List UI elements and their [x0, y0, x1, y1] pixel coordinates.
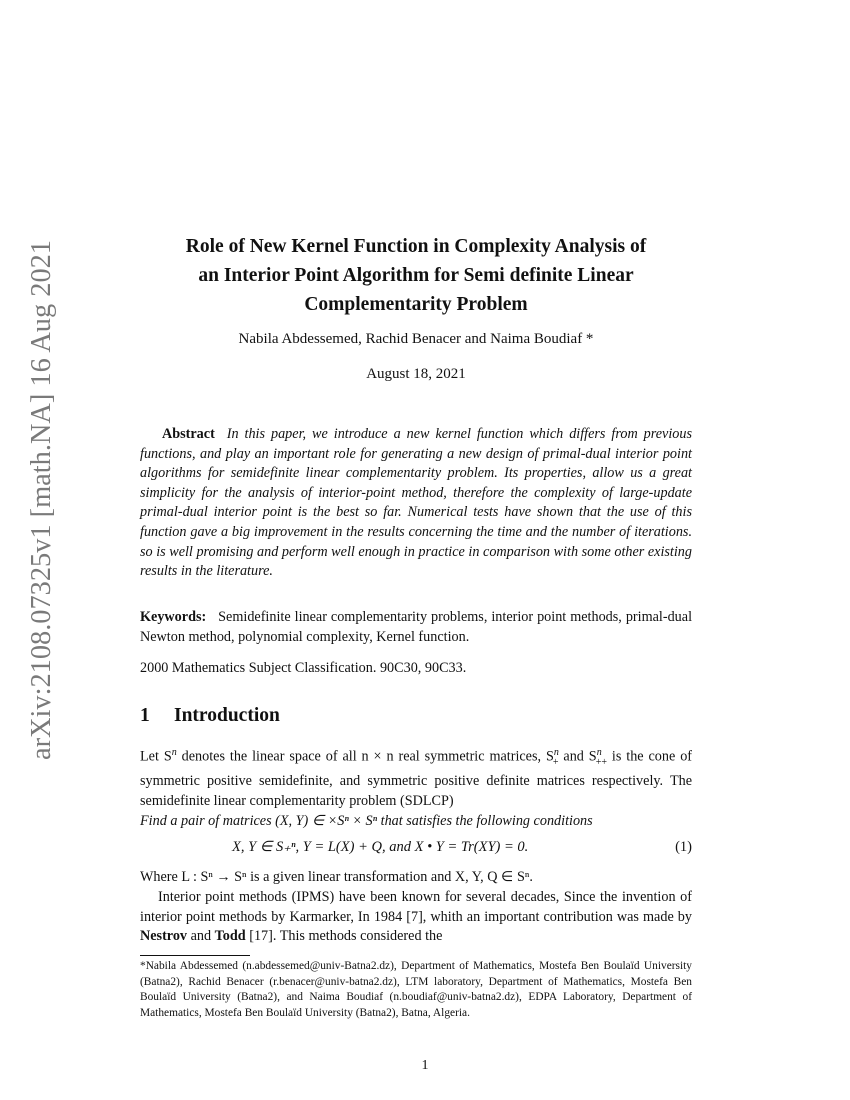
paper-title	[140, 232, 692, 319]
msc-classification: 2000 Mathematics Subject Classification. 90C30, 90C33.	[140, 660, 467, 676]
equation-1	[140, 839, 692, 861]
history-text-a: Interior point methods (IPMS) have been known for several decades, Since the invention of interior point methods by Karmarker, In 1984 [7], whith an important contribution was made by	[140, 888, 692, 925]
keywords-label: Keywords:	[140, 609, 207, 625]
history-and: and	[187, 928, 215, 945]
page-number: 1	[421, 1058, 429, 1073]
where-line: Where L : Sⁿ → Sⁿ is a given linear transformation and X, Y, Q ∈ Sⁿ.	[140, 869, 533, 885]
keywords	[140, 608, 692, 648]
title-line-2: an Interior Point Algorithm for Semi definite Linear	[198, 265, 634, 286]
title-line-1: Role of New Kernel Function in Complexity Analysis of	[185, 236, 647, 257]
ipm-history	[140, 888, 692, 947]
intro-text-b: denotes the linear space of all n × n real symmetric matrices, S	[176, 748, 554, 765]
title-line-3: Complementarity Problem	[304, 294, 528, 315]
author-nestrov: Nestrov	[140, 928, 188, 945]
date: August 18, 2021	[366, 366, 466, 382]
arxiv-sidebar-stamp	[20, 240, 60, 760]
abstract-text: In this paper, we introduce a new kernel function which differs from previous functions, and play an important role for generating a new design of primal-dual interior point algorithms for semidefinite linear complementarity problem. Its properties, allow us a great simplicity for the analysis of interior-point method, therefore the complexity of large-update primal-dual interior point is the best so far. Numerical tests have shown that the use of this function gave a big improvement in the results concerning the time and the number of iterations. so is well promising and perform well enough in practice in comparison with some other existing results in the literature.	[140, 426, 692, 580]
footnote: *Nabila Abdessemed (n.abdessemed@univ-Batna2.dz), Department of Mathematics, Mostefa Ben Boulaïd University (Batna2), Rachid Benacer (r.benacer@univ-batna2.dz), LTM laboratory, Department of Mathematics, Mostefa Ben Boulaïd University (Batna2), and Naima Boudiaf (n.boudiaf@univ-batna2.dz), EDPA Laboratory, Department of Mathematics, Mostefa Ben Boulaïd University (Batna2), Batna, Algeria.	[140, 960, 692, 1019]
intro-italic-statement: Find a pair of matrices (X, Y) ∈ ×Sⁿ × Sⁿ that satisfies the following conditions	[140, 812, 593, 829]
intro-text-c: and S	[558, 748, 597, 765]
intro-paragraph-2	[140, 868, 692, 947]
arxiv-stamp-svg	[20, 240, 60, 760]
author-todd: Todd	[214, 928, 246, 945]
section-heading	[140, 705, 692, 727]
section-number: 1	[140, 705, 150, 726]
equation-number: (1)	[675, 839, 692, 855]
abstract-label: Abstract	[162, 426, 215, 442]
section-title: Introduction	[174, 705, 280, 726]
equation-body: X, Y ∈ S₊ⁿ, Y = L(X) + Q, and X • Y = Tr(XY) = 0.	[232, 839, 529, 855]
intro-paragraph-1: Let $S^n$ denotes the linear space of all n × n real symmetric matrices, $S^n_+$ and $S^n_{++}$ is the cone of symmetric positive semidefinite, and symmetric positive definite matrices respectively. The semidefinite linear complementarity problem (SDLCP) Find a pair of matrices (X, Y) ∈ ×Sⁿ × Sⁿ that satisfies the following conditions	[140, 747, 693, 829]
intro-text-a: Let S	[140, 748, 172, 765]
history-text-b: [17]. This methods considered the	[245, 928, 443, 945]
footnote-rule	[140, 955, 250, 956]
intro-text-d: is the cone of symmetric positive semidefinite, and symmetric positive definite matrices respectively. The semidefinite linear complementarity problem (SDLCP)	[140, 748, 693, 810]
keywords-text: Semidefinite linear complementarity problems, interior point methods, primal-dual Newton method, polynomial complexity, Kernel function.	[140, 609, 693, 645]
authors: Nabila Abdessemed, Rachid Benacer and Naima Boudiaf *	[238, 331, 594, 347]
arxiv-id-text: arXiv:2108.07325v1 [math.NA] 16 Aug 2021	[25, 240, 57, 760]
abstract	[140, 425, 692, 582]
